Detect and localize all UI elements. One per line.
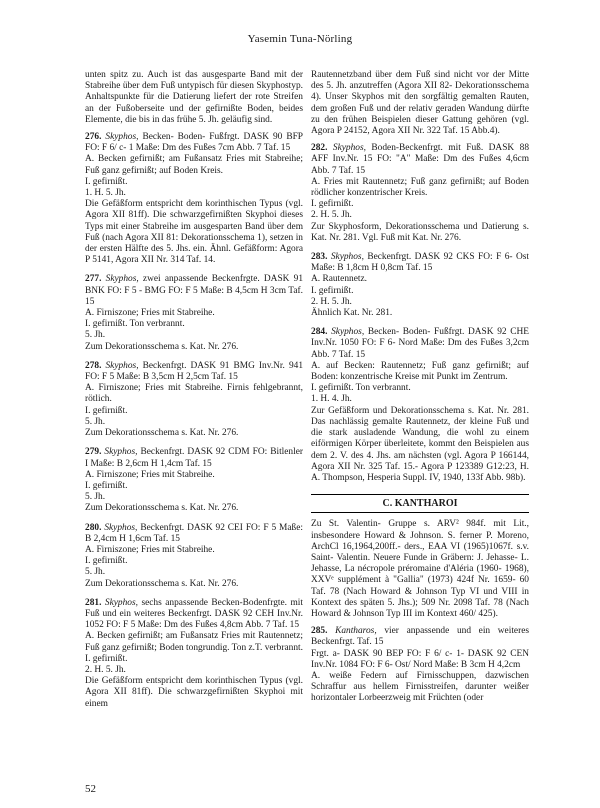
entry-title: Skyphos, — [330, 252, 364, 263]
entry-title: Skyphos, — [105, 132, 139, 143]
entry-line: A. Becken gefirnißt; am Fußansatz Fries mit Rautennetz; Fuß ganz gefirnißt; Boden tongrundig. Ton z.T. verbrannt. — [85, 631, 303, 653]
entry-title: Kantharos, — [335, 626, 377, 637]
catalog-entry-280 — [85, 523, 303, 590]
catalog-entry-278 — [85, 361, 303, 439]
entry-line: I. gefirnißt. — [311, 285, 354, 296]
left-intro-paragraph: unten spitz zu. Auch ist das ausgesparte Band mit der Stabreihe über dem Fuß untypisch für diesen Skyphostyp. Anhaltspunkte für die Datierung liefert der rote Streifen an der Fußoberseite und der gefirnißte Boden, beides Elemente, die bis in das frühe 5. Jh. geläufig sind. — [85, 70, 303, 125]
entry-number: 279. — [85, 447, 102, 458]
catalog-entry-279 — [85, 447, 303, 514]
entry-title: Skyphos, — [104, 447, 138, 458]
catalog-entry-276 — [85, 132, 303, 266]
entry-line: A. Firniszone; Fries mit Stabreihe. — [85, 308, 215, 319]
entry-line: Zum Dekorationsschema s. Kat. Nr. 276. — [85, 578, 239, 589]
entry-line: 1. H. 5. Jh. — [85, 188, 126, 199]
entry-number: 278. — [85, 360, 102, 371]
section-intro-paragraph: Zu St. Valentin- Gruppe s. ARV² 984f. mit Lit., insbesondere Howard & Johnson. S. ferner P. Moreno, ArchCl 16,1964,200ff.- ders., EAA VI (1965)1067f. s.v. Saint- Valentin. Neuere Funde in Gräbern: J. Jehasse- L. Jehasse, La nécropole préromaine d'Aléria (1960- 1968), XXVᵉ supplément à "Gallia" (1973) 424f Nr. 1659- 60 Taf. 78 (Nach Howard & Johnson Typ VI und VIII in Kontext des späten 5. Jhs.); 509 Nr. 2098 Taf. 78 (Nach Howard & Johnson Typ III im Kontext 460/ 425). — [311, 519, 529, 619]
entry-line: Beckenfrgt. DASK 92 CEI FO: F 5 Maße: B 2,4cm H 1,6cm Taf. 15 — [85, 522, 304, 544]
entry-line: Zum Dekorationsschema s. Kat. Nr. 276. — [85, 428, 239, 439]
entry-line: I. gefirnißt. Ton verbrannt. — [311, 383, 411, 394]
entry-line: I. gefirnißt. — [85, 176, 128, 187]
entry-line: 5. Jh. — [85, 567, 106, 578]
entry-line: Frgt. a- DASK 90 BEP FO: F 6/ c- 1- DASK 92 CEN Inv.Nr. 1084 FO: F 6- Ost/ Nord Maße: B 3cm H 4,2cm — [311, 648, 529, 670]
entry-line: 2. H. 5. Jh. — [311, 210, 352, 221]
entry-line: Beckenfrgt. DASK 91 BMG Inv.Nr. 941 FO: F 5 Maße: B 3,5cm H 2,5cm Taf. 15 — [85, 360, 304, 383]
entry-title: Skyphos, — [332, 143, 366, 154]
section-heading: C. KANTHAROI — [311, 494, 529, 513]
entry-line: A. Firniszone; Fries mit Stabreihe. — [85, 544, 215, 555]
entry-line: Beckenfrgt. DASK 92 CDM FO: Bitlenler I Maße: B 2,6cm H 1,4cm Taf. 15 — [85, 447, 304, 469]
entry-line: I. gefirnißt. — [85, 480, 128, 491]
entry-number: 281. — [85, 597, 102, 608]
entry-line: A. Firniszone; Fries mit Stabreihe. Firnis fehlgebrannt, rötlich. — [85, 383, 303, 405]
entry-line: Zum Dekorationsschema s. Kat. Nr. 276. — [85, 503, 239, 514]
entry-line: 2. H. 5. Jh. — [311, 296, 352, 307]
right-column — [311, 70, 529, 713]
entry-number: 285. — [311, 626, 328, 637]
catalog-entry-282 — [311, 143, 529, 244]
entry-line: A. Fries mit Rautennetz; Fuß ganz gefirnißt; auf Boden rödlicher konzentrischer Kreis. — [311, 176, 529, 199]
entry-line: I. gefirnißt. Ton verbrannt. — [85, 319, 185, 330]
entry-number: 276. — [85, 132, 102, 143]
entry-title: Skyphos, — [104, 522, 138, 533]
entry-line: zwei anpassende Beckenfrgte. DASK 91 BNK FO: F 5 - BMG FO: F 5 Maße: B 4,5cm H 3cm Taf. 15 — [85, 274, 304, 307]
entry-number: 282. — [311, 143, 328, 154]
entry-line: vier anpassende und ein weiteres Beckenfrgt. Taf. 15 — [311, 626, 530, 648]
entry-line: A. Becken gefirnißt; am Fußansatz Fries mit Stabreihe; Fuß ganz gefirnißt; auf Boden Kreis. — [85, 154, 303, 176]
entry-line: Ähnlich Kat. Nr. 281. — [311, 308, 393, 319]
entry-line: Zum Dekorationsschema s. Kat. Nr. 276. — [85, 341, 239, 352]
entry-line: A. Firniszone; Fries mit Stabreihe. — [85, 469, 215, 480]
catalog-entry-281 — [85, 598, 303, 710]
entry-line: sechs anpassende Becken-Bodenfrgte. mit Fuß und ein weiteres Beckenfrgt. DASK 92 CEH Inv.Nr. 1052 FO: F 5 Maße: Dm des Fußes 4,8cm Abb. 7 Taf. 15 — [85, 597, 303, 631]
entry-line: A. Rautennetz. — [311, 274, 367, 285]
entry-line: A. auf Becken: Rautennetz; Fuß ganz gefirnißt; auf Boden: konzentrische Kreise mit Punkt im Zentrum. — [311, 360, 529, 383]
entry-line: I. gefirnißt. — [311, 199, 354, 210]
entry-line: Die Gefäßform entspricht dem korinthischen Typus (vgl. Agora XII 81ff). Die schwarzgefirnißten Skyphoi mit einem — [85, 676, 303, 709]
entry-line: Zur Skyphosform, Dekorationsschema und Datierung s. Kat. Nr. 281. Vgl. Fuß mit Kat. Nr. 276. — [311, 221, 529, 243]
entry-line: Becken- Boden- Fußfrgt. DASK 90 BFP FO: F 6/ c- 1 Maße: Dm des Fußes 7cm Abb. 7 Taf. 15 — [85, 132, 304, 154]
entry-title: Skyphos, — [105, 274, 139, 285]
entry-line: Becken- Boden- Fußfrgt. DASK 92 CHE Inv.Nr. 1050 FO: F 6- Nord Maße: Dm des Fußes 3,2cm Abb. 7 Taf. 15 — [311, 327, 530, 360]
left-column — [85, 70, 303, 718]
right-intro-paragraph: Rautennetzband über dem Fuß sind nicht vor der Mitte des 5. Jh. anzutreffen (Agora XII 82- Dekorationsschema 4). Unser Skyphos mit den sorgfältig gemalten Rauten, dem großen Fuß und der relativ geraden Wandung dürfte zu den frühen Beispielen dieser Gattung gehören (vgl. Agora P 24152, Agora XII Nr. 322 Taf. 15 Abb.4). — [311, 70, 529, 137]
entry-line: Beckenfrgt. DASK 92 CKS FO: F 6- Ost Maße: B 1,8cm H 0,8cm Taf. 15 — [311, 252, 529, 274]
entry-line: Zur Gefäßform und Dekorationsschema s. Kat. Nr. 281. Das nachlässig gemalte Rautennetz, der kleine Fuß und die stark ausladende Wandung, die wohl zu einem eiförmigen Körper überleitete, kommt den Beispielen aus dem 2. V. des 4. Jhs. am nächsten (vgl. Agora P 166144, Agora XII Nr. 325 Taf. 15.- Agora P 123389 G12:23, H. A. Thompson, Hesperia Suppl. IV, 1940, 133f Abb. 98b). — [311, 405, 529, 483]
entry-title: Skyphos, — [331, 327, 365, 338]
page-number: 52 — [85, 783, 96, 795]
entry-line: 1. H. 4. Jh. — [311, 394, 352, 405]
entry-line: 5. Jh. — [85, 416, 106, 427]
entry-line: 2. H. 5. Jh. — [85, 664, 126, 675]
entry-number: 284. — [311, 327, 328, 338]
entry-number: 280. — [85, 522, 102, 533]
entry-line: I. gefirnißt. — [85, 556, 128, 567]
catalog-entry-277 — [85, 274, 303, 352]
catalog-entry-285 — [311, 626, 529, 704]
catalog-entry-284 — [311, 327, 529, 484]
entry-line: I. gefirnißt. — [85, 653, 128, 664]
entry-title: Skyphos, — [105, 360, 139, 371]
entry-title: Skyphos, — [104, 597, 138, 608]
entry-line: Die Gefäßform entspricht dem korinthischen Typus (vgl. Agora XII 81ff). Die schwarzgefirnißten Skyphoi dieses Typs mit einer Stabreihe im ausgesparten Band über dem Fuß (nach Agora XII 81: Dekorationsschema 1), setzen in der ersten Hälfte des 5. Jhs. ein. Ähnl. Gefäßform: Agora P 5141, Agora XII Nr. 314 Taf. 14. — [85, 199, 303, 266]
catalog-entry-283 — [311, 252, 529, 319]
entry-line: 5. Jh. — [85, 330, 106, 341]
entry-number: 283. — [311, 252, 328, 263]
entry-line: 5. Jh. — [85, 492, 106, 503]
entry-line: A. weiße Federn auf Firnisschuppen, dazwischen Schraffur aus hellem Firnisstreifen, darunter weißer horizontaler Lorbeerzweig mit Früchten (oder — [311, 670, 529, 704]
running-title: Yasemin Tuna-Nörling — [247, 33, 353, 45]
entry-line: I. gefirnißt. — [85, 405, 128, 416]
entry-number: 277. — [85, 274, 102, 285]
entry-line: Boden-Beckenfrgt. mit Fuß. DASK 88 AFF Inv.Nr. 15 FO: "A" Maße: Dm des Fußes 4,6cm Abb. 7 Taf. 15 — [311, 143, 530, 176]
